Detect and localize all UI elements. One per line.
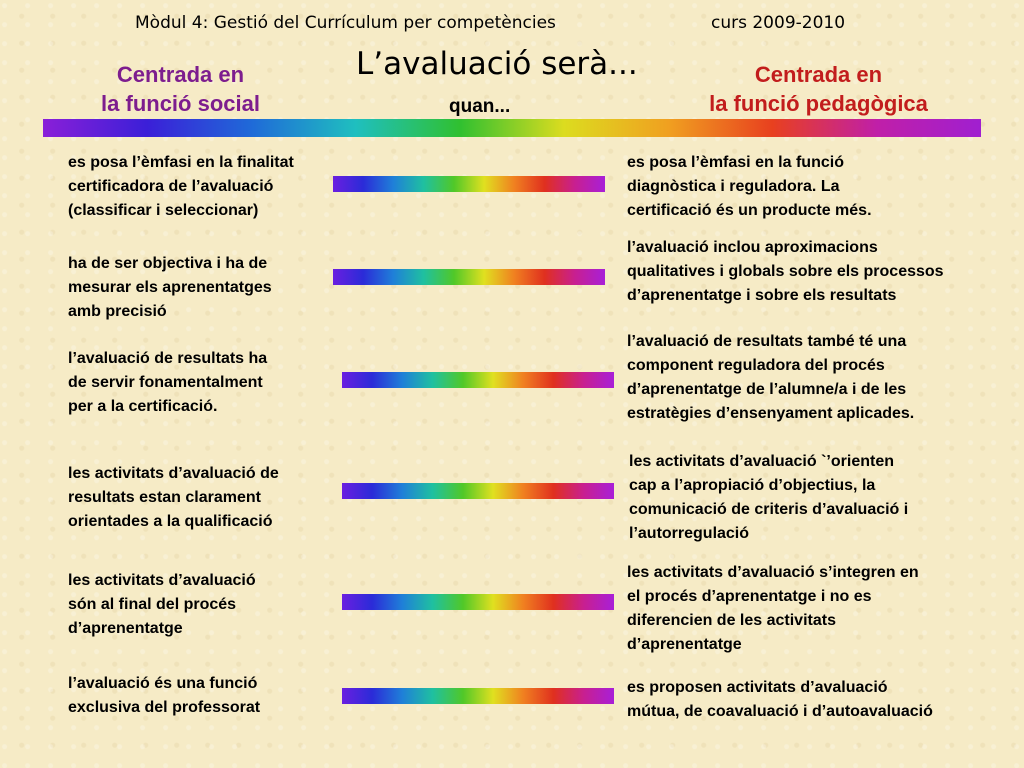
left-item-1-line: certificadora de l’avaluació — [68, 178, 274, 195]
left-item-3-line: de servir fonamentalment — [68, 374, 263, 391]
left-item-4-line: orientades a la qualificació — [68, 513, 273, 530]
right-item-3-line: d’aprenentatge de l’alumne/a i de les — [627, 381, 907, 398]
left-item-2-line: amb precisió — [68, 303, 167, 320]
left-item-6-line: exclusiva del professorat — [68, 699, 261, 716]
right-item-5 — [627, 561, 1022, 657]
left-item-5-line: són al final del procés — [68, 596, 237, 613]
left-item-6-line: l’avaluació és una funció — [68, 675, 258, 692]
spectrum-divider — [43, 119, 981, 137]
course-header: curs 2009-2010 — [711, 13, 846, 33]
right-item-2-line: qualitatives i globals sobre els processos — [627, 263, 944, 280]
right-item-4-line: les activitats d’avaluació `’orienten — [629, 453, 894, 470]
left-heading-line1: Centrada en — [116, 62, 245, 87]
spectrum-bar-1 — [333, 176, 605, 192]
left-item-3-line: l’avaluació de resultats ha — [68, 350, 268, 367]
right-item-1-line: diagnòstica i reguladora. La — [627, 178, 840, 195]
spectrum-bar-2 — [333, 269, 605, 285]
left-item-3 — [68, 347, 368, 419]
right-heading-line2: la funció pedagògica — [709, 91, 928, 116]
left-heading — [78, 60, 283, 118]
spectrum-bar-5 — [342, 594, 614, 610]
right-item-5-line: el procés d’aprenentatge i no es — [627, 588, 872, 605]
right-heading-line1: Centrada en — [754, 62, 883, 87]
right-item-6 — [627, 676, 1022, 724]
right-item-1 — [627, 151, 1022, 223]
right-item-3-line: l’avaluació de resultats també té una — [627, 333, 907, 350]
right-item-6-line: es proposen activitats d’avaluació — [627, 679, 888, 696]
right-item-5-line: d’aprenentatge — [627, 636, 742, 653]
right-item-6-line: mútua, de coavaluació i d’autoavaluació — [627, 703, 933, 720]
left-item-6 — [68, 672, 368, 720]
slide-subtitle: quan... — [449, 96, 511, 117]
left-item-1-line: (classificar i seleccionar) — [68, 202, 259, 219]
spectrum-bar-3 — [342, 372, 614, 388]
left-item-5 — [68, 569, 368, 641]
left-item-1-line: es posa l’èmfasi en la finalitat — [68, 154, 294, 171]
left-heading-line2: la funció social — [101, 91, 260, 116]
right-item-4-line: cap a l’apropiació d’objectius, la — [629, 477, 876, 494]
left-item-2-line: ha de ser objectiva i ha de — [68, 255, 268, 272]
right-item-2-line: l’avaluació inclou aproximacions — [627, 239, 878, 256]
left-item-5-line: les activitats d’avaluació — [68, 572, 256, 589]
right-item-4-line: comunicació de criteris d’avaluació i — [629, 501, 909, 518]
left-item-3-line: per a la certificació. — [68, 398, 218, 415]
spectrum-bar-6 — [342, 688, 614, 704]
right-item-3-line: component reguladora del procés — [627, 357, 885, 374]
module-header: Mòdul 4: Gestió del Currículum per competències — [135, 13, 556, 33]
left-item-2 — [68, 252, 368, 324]
left-item-4 — [68, 462, 368, 534]
right-heading — [676, 60, 961, 118]
right-item-3-line: estratègies d’ensenyament aplicades. — [627, 405, 915, 422]
right-item-3 — [627, 330, 1022, 426]
right-item-4 — [629, 450, 1024, 546]
right-item-1-line: es posa l’èmfasi en la funció — [627, 154, 844, 171]
right-item-4-line: l’autorregulació — [629, 525, 750, 542]
left-item-5-line: d’aprenentatge — [68, 620, 183, 637]
slide-title: L’avaluació serà... — [356, 46, 638, 82]
right-item-2 — [627, 236, 1022, 308]
left-item-1 — [68, 151, 368, 223]
right-item-2-line: d’aprenentatge i sobre els resultats — [627, 287, 897, 304]
right-item-1-line: certificació és un producte més. — [627, 202, 872, 219]
left-item-4-line: resultats estan clarament — [68, 489, 261, 506]
left-item-4-line: les activitats d’avaluació de — [68, 465, 279, 482]
spectrum-bar-4 — [342, 483, 614, 499]
left-item-2-line: mesurar els aprenentatges — [68, 279, 272, 296]
right-item-5-line: les activitats d’avaluació s’integren en — [627, 564, 919, 581]
right-item-5-line: diferencien de les activitats — [627, 612, 836, 629]
